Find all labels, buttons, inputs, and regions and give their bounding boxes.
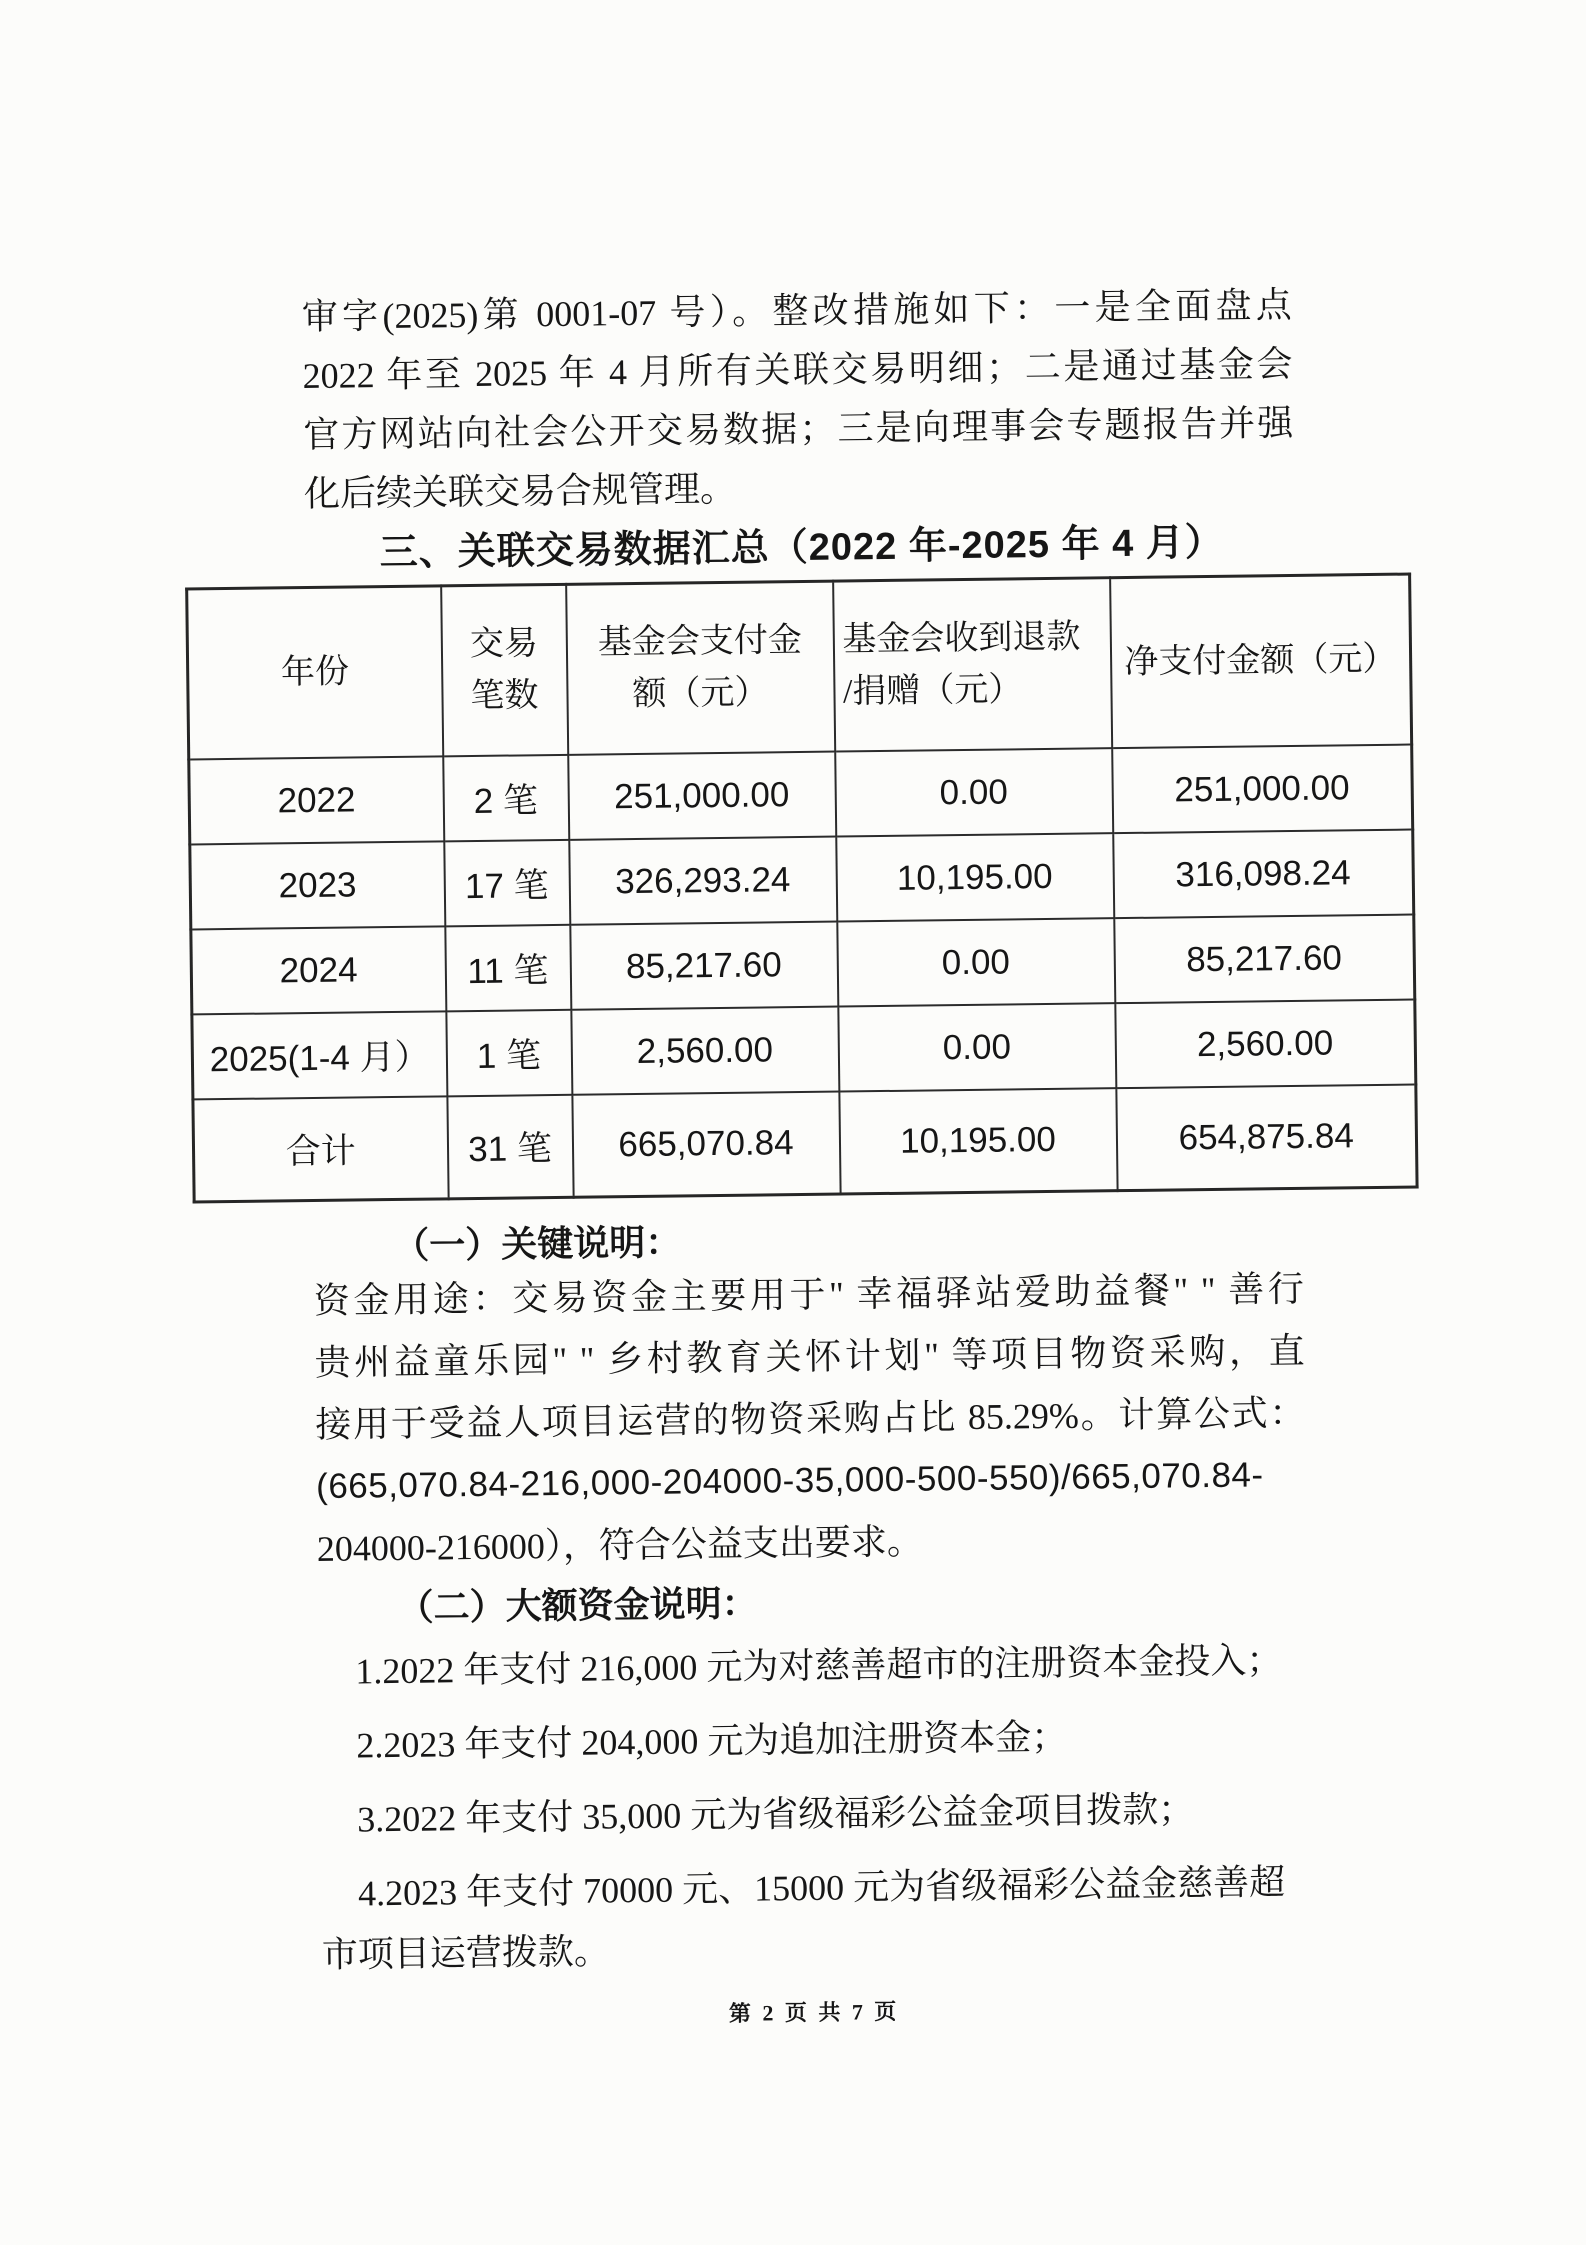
table-header-cell: 年份 [187, 586, 443, 760]
key-notes-paragraph [314, 1258, 1308, 1580]
table-row [192, 1000, 1416, 1100]
table-cell: 316,098.24 [1113, 830, 1414, 919]
table-cell: 0.00 [838, 1003, 1116, 1091]
table-cell: 665,070.84 [572, 1092, 840, 1198]
table-cell: 17 笔 [444, 840, 570, 927]
intro-line: 2022 年至 2025 年 4 月所有关联交易明细；二是通过基金会 [302, 343, 1293, 397]
large-funds-title: （二）大额资金说明： [397, 1582, 758, 1628]
table-header-row [187, 574, 1412, 759]
intro-line: 审字(2025)第 0001-07 号）。整改措施如下：一是全面盘点 [301, 284, 1293, 338]
table-cell: 2,560.00 [1115, 1000, 1416, 1089]
section-heading: 三、关联交易数据汇总（2022 年-2025 年 4 月） [379, 521, 1225, 575]
table-cell: 合计 [193, 1096, 448, 1202]
table-cell: 1 笔 [446, 1010, 572, 1097]
table-cell: 2025(1-4 月） [192, 1011, 447, 1099]
large-funds-list [198, 1628, 1425, 1987]
page-footer: 第 2 页 共 7 页 [728, 1998, 900, 2026]
key-notes-title: （一）关键说明： [392, 1221, 682, 1267]
key-notes-line: 贵州益童乐园" " 乡村教育关怀计划" 等项目物资采购，直 [314, 1330, 1305, 1383]
table-row [189, 745, 1413, 845]
table-cell: 251,000.00 [1112, 745, 1413, 834]
table-cell: 2 笔 [443, 755, 569, 842]
table-header-cell: 基金会收到退款 /捐赠（元） [833, 578, 1112, 752]
related-transactions-summary-table [185, 573, 1418, 1204]
table-header-cell: 净支付金额（元） [1110, 574, 1412, 748]
key-notes-line: 204000-216000），符合公益支出要求。 [316, 1521, 924, 1569]
document-content [182, 275, 1426, 2035]
table-cell: 654,875.84 [1116, 1085, 1417, 1191]
table-cell: 2022 [189, 756, 444, 844]
table-cell: 11 笔 [445, 925, 571, 1012]
table-cell: 326,293.24 [569, 837, 837, 925]
key-notes-line: (665,070.84-216,000-204000-35,000-500-550)/665,070.84- [315, 1455, 1264, 1506]
table-cell: 2023 [190, 841, 445, 929]
table-cell: 10,195.00 [839, 1088, 1117, 1194]
table-cell: 251,000.00 [568, 752, 836, 840]
intro-line: 化后续关联交易合规管理。 [303, 468, 737, 515]
large-funds-item: 3.2022 年支付 35,000 元为省级福彩公益金项目拨款； [356, 1789, 1195, 1840]
table-cell: 0.00 [837, 918, 1115, 1006]
table-header-cell: 交易 笔数 [441, 584, 568, 756]
large-funds-item: 1.2022 年支付 216,000 元为对慈善超市的注册资本金投入； [355, 1640, 1283, 1692]
table-cell: 31 笔 [447, 1095, 573, 1199]
intro-paragraph [302, 276, 1295, 524]
table-header-cell: 基金会支付金 额（元） [566, 581, 835, 755]
table-cell: 10,195.00 [836, 833, 1114, 921]
intro-line: 官方网站向社会公开交易数据；三是向理事会专题报告并强 [303, 402, 1294, 456]
key-notes-line: 资金用途：交易资金主要用于" 幸福驿站爱助益餐" " 善行 [313, 1268, 1305, 1321]
table-header-row-inner [187, 574, 1412, 759]
table-body [189, 745, 1417, 1202]
table-row [190, 830, 1414, 930]
table-cell: 85,217.60 [1114, 915, 1415, 1004]
large-funds-item: 4.2023 年支付 70000 元、15000 元为省级福彩公益金慈善超市项目运营拨款。 [321, 1862, 1286, 1975]
table-row [191, 915, 1415, 1015]
table-row [193, 1085, 1417, 1202]
table-cell: 0.00 [835, 748, 1113, 836]
table-cell: 2,560.00 [571, 1007, 839, 1095]
table-cell: 2024 [191, 926, 446, 1014]
table-cell: 85,217.60 [570, 922, 838, 1010]
large-funds-item: 2.2023 年支付 204,000 元为追加注册资本金； [356, 1716, 1068, 1766]
key-notes-line: 接用于受益人项目运营的物资采购占比 85.29%。计算公式： [315, 1392, 1306, 1445]
